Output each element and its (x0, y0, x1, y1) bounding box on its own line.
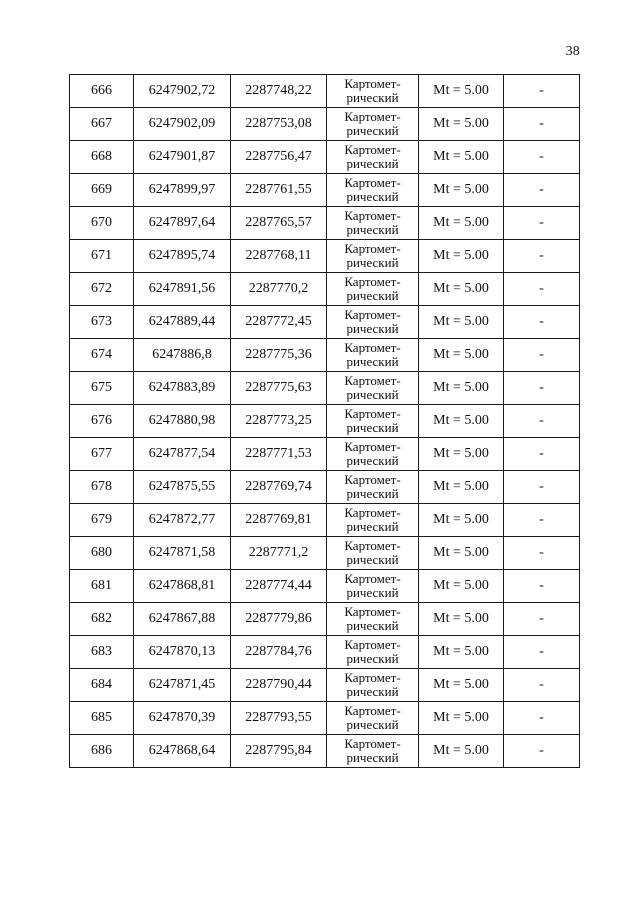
accuracy-cell: Mt = 5.00 (419, 603, 504, 636)
description-cell: - (504, 306, 580, 339)
method-line-2: рический (346, 420, 399, 435)
y-coordinate-cell: 2287790,44 (231, 669, 327, 702)
accuracy-cell: Mt = 5.00 (419, 636, 504, 669)
y-coordinate-cell: 2287772,45 (231, 306, 327, 339)
method-line-2: рический (346, 486, 399, 501)
method-line-1: Картомет- (344, 175, 401, 190)
y-coordinate-cell: 2287753,08 (231, 108, 327, 141)
y-coordinate-cell: 2287775,36 (231, 339, 327, 372)
accuracy-cell: Mt = 5.00 (419, 438, 504, 471)
method-line-2: рический (346, 189, 399, 204)
method-line-1: Картомет- (344, 472, 401, 487)
method-line-1: Картомет- (344, 274, 401, 289)
point-number-cell: 679 (70, 504, 134, 537)
accuracy-cell: Mt = 5.00 (419, 339, 504, 372)
y-coordinate-cell: 2287769,81 (231, 504, 327, 537)
accuracy-cell: Mt = 5.00 (419, 372, 504, 405)
method-line-2: рический (346, 288, 399, 303)
method-line-2: рический (346, 255, 399, 270)
method-cell (327, 438, 419, 471)
y-coordinate-cell: 2287765,57 (231, 207, 327, 240)
x-coordinate-cell: 6247871,45 (134, 669, 231, 702)
accuracy-cell: Mt = 5.00 (419, 504, 504, 537)
y-coordinate-cell: 2287769,74 (231, 471, 327, 504)
method-line-1: Картомет- (344, 241, 401, 256)
x-coordinate-cell: 6247872,77 (134, 504, 231, 537)
method-line-2: рический (346, 90, 399, 105)
method-cell (327, 570, 419, 603)
y-coordinate-cell: 2287771,53 (231, 438, 327, 471)
method-cell (327, 372, 419, 405)
method-line-2: рический (346, 585, 399, 600)
description-cell: - (504, 669, 580, 702)
method-cell (327, 75, 419, 108)
accuracy-cell: Mt = 5.00 (419, 735, 504, 768)
description-cell: - (504, 504, 580, 537)
table-row (70, 207, 580, 240)
y-coordinate-cell: 2287761,55 (231, 174, 327, 207)
method-line-1: Картомет- (344, 142, 401, 157)
description-cell: - (504, 141, 580, 174)
method-cell (327, 141, 419, 174)
coordinates-table-body (70, 75, 580, 768)
method-line-1: Картомет- (344, 76, 401, 91)
description-cell: - (504, 240, 580, 273)
method-line-1: Картомет- (344, 703, 401, 718)
point-number-cell: 675 (70, 372, 134, 405)
x-coordinate-cell: 6247895,74 (134, 240, 231, 273)
method-line-1: Картомет- (344, 340, 401, 355)
method-line-2: рический (346, 684, 399, 699)
point-number-cell: 667 (70, 108, 134, 141)
point-number-cell: 685 (70, 702, 134, 735)
method-cell (327, 636, 419, 669)
x-coordinate-cell: 6247891,56 (134, 273, 231, 306)
accuracy-cell: Mt = 5.00 (419, 207, 504, 240)
accuracy-cell: Mt = 5.00 (419, 174, 504, 207)
table-row (70, 570, 580, 603)
accuracy-cell: Mt = 5.00 (419, 537, 504, 570)
method-line-1: Картомет- (344, 604, 401, 619)
method-line-2: рический (346, 717, 399, 732)
point-number-cell: 683 (70, 636, 134, 669)
x-coordinate-cell: 6247889,44 (134, 306, 231, 339)
coordinates-table (69, 74, 580, 768)
x-coordinate-cell: 6247897,64 (134, 207, 231, 240)
method-cell (327, 273, 419, 306)
point-number-cell: 666 (70, 75, 134, 108)
table-row (70, 108, 580, 141)
table-row (70, 174, 580, 207)
method-cell (327, 471, 419, 504)
table-row (70, 240, 580, 273)
method-line-1: Картомет- (344, 406, 401, 421)
table-row (70, 339, 580, 372)
method-cell (327, 339, 419, 372)
method-cell (327, 108, 419, 141)
accuracy-cell: Mt = 5.00 (419, 108, 504, 141)
method-line-2: рический (346, 123, 399, 138)
table-row (70, 405, 580, 438)
table-row (70, 273, 580, 306)
description-cell: - (504, 438, 580, 471)
accuracy-cell: Mt = 5.00 (419, 240, 504, 273)
method-line-1: Картомет- (344, 736, 401, 751)
y-coordinate-cell: 2287773,25 (231, 405, 327, 438)
method-cell (327, 405, 419, 438)
x-coordinate-cell: 6247886,8 (134, 339, 231, 372)
description-cell: - (504, 636, 580, 669)
point-number-cell: 674 (70, 339, 134, 372)
point-number-cell: 682 (70, 603, 134, 636)
y-coordinate-cell: 2287770,2 (231, 273, 327, 306)
method-line-2: рический (346, 354, 399, 369)
accuracy-cell: Mt = 5.00 (419, 570, 504, 603)
y-coordinate-cell: 2287768,11 (231, 240, 327, 273)
point-number-cell: 681 (70, 570, 134, 603)
method-line-1: Картомет- (344, 307, 401, 322)
point-number-cell: 684 (70, 669, 134, 702)
method-cell (327, 669, 419, 702)
y-coordinate-cell: 2287756,47 (231, 141, 327, 174)
x-coordinate-cell: 6247883,89 (134, 372, 231, 405)
method-cell (327, 240, 419, 273)
point-number-cell: 670 (70, 207, 134, 240)
table-row (70, 603, 580, 636)
x-coordinate-cell: 6247870,13 (134, 636, 231, 669)
method-cell (327, 735, 419, 768)
x-coordinate-cell: 6247880,98 (134, 405, 231, 438)
method-line-2: рический (346, 321, 399, 336)
method-cell (327, 504, 419, 537)
table-row (70, 669, 580, 702)
description-cell: - (504, 405, 580, 438)
method-line-1: Картомет- (344, 571, 401, 586)
accuracy-cell: Mt = 5.00 (419, 75, 504, 108)
method-line-1: Картомет- (344, 637, 401, 652)
description-cell: - (504, 537, 580, 570)
table-row (70, 504, 580, 537)
method-line-1: Картомет- (344, 505, 401, 520)
method-cell (327, 537, 419, 570)
table-row (70, 636, 580, 669)
y-coordinate-cell: 2287793,55 (231, 702, 327, 735)
accuracy-cell: Mt = 5.00 (419, 273, 504, 306)
accuracy-cell: Mt = 5.00 (419, 669, 504, 702)
method-cell (327, 306, 419, 339)
point-number-cell: 686 (70, 735, 134, 768)
y-coordinate-cell: 2287779,86 (231, 603, 327, 636)
x-coordinate-cell: 6247899,97 (134, 174, 231, 207)
description-cell: - (504, 174, 580, 207)
method-line-1: Картомет- (344, 670, 401, 685)
method-line-2: рический (346, 156, 399, 171)
method-line-2: рический (346, 618, 399, 633)
accuracy-cell: Mt = 5.00 (419, 141, 504, 174)
x-coordinate-cell: 6247875,55 (134, 471, 231, 504)
method-line-1: Картомет- (344, 373, 401, 388)
description-cell: - (504, 207, 580, 240)
table-row (70, 702, 580, 735)
description-cell: - (504, 570, 580, 603)
table-row (70, 735, 580, 768)
description-cell: - (504, 372, 580, 405)
description-cell: - (504, 735, 580, 768)
method-cell (327, 702, 419, 735)
method-line-2: рический (346, 519, 399, 534)
description-cell: - (504, 273, 580, 306)
description-cell: - (504, 471, 580, 504)
table-row (70, 471, 580, 504)
point-number-cell: 680 (70, 537, 134, 570)
method-line-1: Картомет- (344, 439, 401, 454)
table-row (70, 306, 580, 339)
y-coordinate-cell: 2287795,84 (231, 735, 327, 768)
x-coordinate-cell: 6247867,88 (134, 603, 231, 636)
y-coordinate-cell: 2287775,63 (231, 372, 327, 405)
point-number-cell: 669 (70, 174, 134, 207)
method-line-2: рический (346, 222, 399, 237)
y-coordinate-cell: 2287771,2 (231, 537, 327, 570)
x-coordinate-cell: 6247901,87 (134, 141, 231, 174)
y-coordinate-cell: 2287774,44 (231, 570, 327, 603)
method-line-1: Картомет- (344, 109, 401, 124)
x-coordinate-cell: 6247902,72 (134, 75, 231, 108)
method-cell (327, 603, 419, 636)
x-coordinate-cell: 6247871,58 (134, 537, 231, 570)
method-line-2: рический (346, 387, 399, 402)
table-row (70, 438, 580, 471)
point-number-cell: 673 (70, 306, 134, 339)
accuracy-cell: Mt = 5.00 (419, 306, 504, 339)
method-line-2: рический (346, 552, 399, 567)
point-number-cell: 678 (70, 471, 134, 504)
x-coordinate-cell: 6247868,81 (134, 570, 231, 603)
method-line-1: Картомет- (344, 538, 401, 553)
table-row (70, 75, 580, 108)
y-coordinate-cell: 2287784,76 (231, 636, 327, 669)
description-cell: - (504, 702, 580, 735)
method-line-2: рический (346, 651, 399, 666)
point-number-cell: 676 (70, 405, 134, 438)
x-coordinate-cell: 6247902,09 (134, 108, 231, 141)
description-cell: - (504, 603, 580, 636)
table-row (70, 372, 580, 405)
accuracy-cell: Mt = 5.00 (419, 471, 504, 504)
method-line-1: Картомет- (344, 208, 401, 223)
point-number-cell: 672 (70, 273, 134, 306)
page-number: 38 (565, 44, 580, 59)
method-line-2: рический (346, 750, 399, 765)
method-cell (327, 207, 419, 240)
description-cell: - (504, 339, 580, 372)
point-number-cell: 668 (70, 141, 134, 174)
point-number-cell: 677 (70, 438, 134, 471)
description-cell: - (504, 75, 580, 108)
description-cell: - (504, 108, 580, 141)
accuracy-cell: Mt = 5.00 (419, 702, 504, 735)
accuracy-cell: Mt = 5.00 (419, 405, 504, 438)
x-coordinate-cell: 6247868,64 (134, 735, 231, 768)
method-cell (327, 174, 419, 207)
point-number-cell: 671 (70, 240, 134, 273)
table-row (70, 537, 580, 570)
x-coordinate-cell: 6247870,39 (134, 702, 231, 735)
x-coordinate-cell: 6247877,54 (134, 438, 231, 471)
y-coordinate-cell: 2287748,22 (231, 75, 327, 108)
method-line-2: рический (346, 453, 399, 468)
table-row (70, 141, 580, 174)
